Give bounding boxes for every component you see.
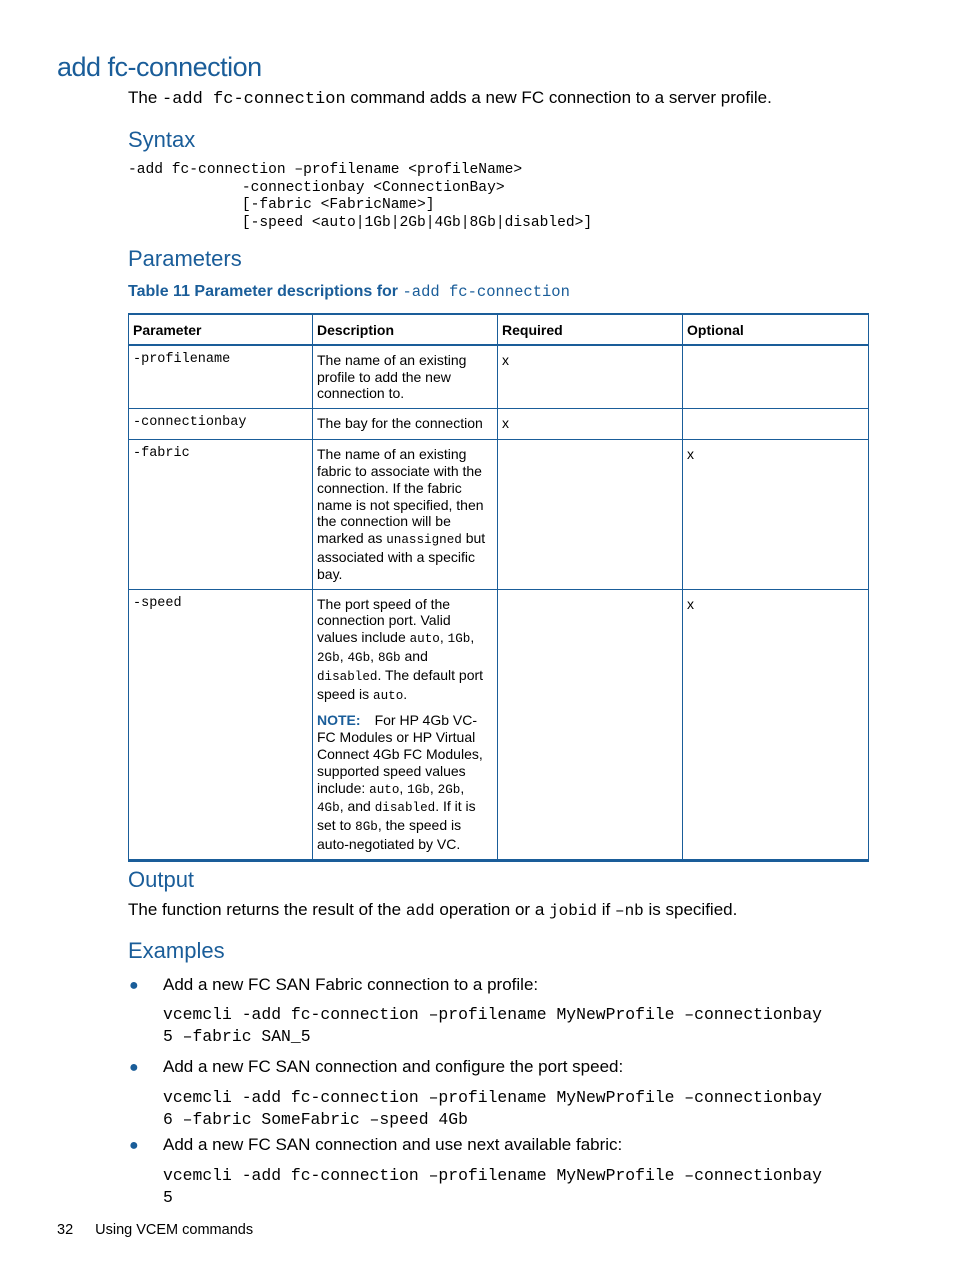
footer-section: Using VCEM commands <box>95 1222 254 1238</box>
intro-text <box>128 88 772 109</box>
desc-code: 4Gb <box>317 801 340 816</box>
param-required <box>498 589 683 860</box>
bullet-icon: ● <box>129 977 139 994</box>
parameters-heading: Parameters <box>128 246 242 271</box>
desc-text: The port speed of the connection port. Valid values include <box>317 595 451 646</box>
column-header-optional: Optional <box>683 314 869 345</box>
desc-code: 2Gb <box>437 782 461 797</box>
example-code: vcemcli -add fc-connection –profilename MyNewProfile –connectionbay 5 <box>163 1166 823 1207</box>
table-row <box>129 345 869 409</box>
param-description: The name of an existing profile to add the new connection to. <box>313 345 498 409</box>
desc-code: 8Gb <box>377 650 401 665</box>
examples-heading: Examples <box>128 938 225 963</box>
table-row <box>129 589 869 860</box>
example-text: Add a new FC SAN connection and configure the port speed: <box>163 1057 624 1076</box>
param-description <box>313 440 498 589</box>
param-name: -fabric <box>129 440 313 589</box>
note-text: , the speed is auto-negotiated by VC. <box>317 817 462 852</box>
intro-post: command adds a new FC connection to a server profile. <box>345 88 772 107</box>
param-description: The bay for the connection <box>313 409 498 440</box>
desc-code: 1Gb <box>447 632 471 647</box>
page-title: add fc-connection <box>57 52 262 82</box>
desc-code: auto <box>409 632 440 647</box>
output-pre: The function returns the result of the <box>128 900 406 919</box>
desc-text: but associated with a specific bay. <box>317 530 486 582</box>
column-header-required: Required <box>498 314 683 345</box>
desc-code: auto <box>373 688 404 703</box>
param-optional <box>683 345 869 409</box>
output-code: add <box>405 902 435 920</box>
desc-code: 8Gb <box>355 820 378 835</box>
parameter-table <box>128 313 869 862</box>
desc-code: 4Gb <box>347 650 371 665</box>
desc-text: . The default port speed is <box>317 666 484 702</box>
note-label: NOTE: <box>317 712 361 729</box>
param-name: -profilename <box>129 345 313 409</box>
desc-code: auto <box>369 782 400 797</box>
syntax-line: [-fabric <FabricName>] <box>128 197 435 213</box>
desc-code: unassigned <box>386 533 462 548</box>
param-name: -connectionbay <box>129 409 313 440</box>
desc-code: 2Gb <box>317 650 340 665</box>
caption-label: Table 11 Parameter descriptions for <box>128 283 403 300</box>
syntax-heading: Syntax <box>128 127 196 152</box>
output-mid: if <box>597 900 615 919</box>
param-optional <box>683 409 869 440</box>
output-post: is specified. <box>643 900 738 919</box>
bullet-icon: ● <box>129 1137 139 1154</box>
caption-command: -add fc-connection <box>402 283 570 301</box>
note: NOTE: For HP 4Gb VC-FC Modules or HP Virtual Connect 4Gb FC Modules, supported speed values include: auto, 1Gb, 2Gb, 4Gb, and disabled. If it is set to 8Gb, the speed is auto-negotiated by VC. <box>317 712 483 852</box>
note-text: . If it is set to <box>317 798 476 834</box>
speed-description: The port speed of the connection port. Valid values include auto, 1Gb, 2Gb, 4Gb, 8Gb and disabled. The default port speed is auto. <box>317 595 484 703</box>
table-caption <box>128 283 570 301</box>
column-header-parameter: Parameter <box>129 314 313 345</box>
desc-text: The name of an existing fabric to associate with the connection. If the fabric name is not specified, then the connection will be marked as <box>317 446 484 547</box>
param-required <box>498 440 683 589</box>
output-text <box>128 900 737 920</box>
desc-code: 1Gb <box>407 782 430 797</box>
column-header-description: Description <box>313 314 498 345</box>
param-name: -speed <box>129 589 313 860</box>
param-required: x <box>498 409 683 440</box>
table-row <box>129 440 869 589</box>
bullet-icon: ● <box>129 1059 139 1076</box>
desc-text: and <box>400 647 428 664</box>
intro-pre: The <box>128 88 163 107</box>
example-code: vcemcli -add fc-connection –profilename MyNewProfile –connectionbay 6 –fabric SomeFabric –speed 4Gb <box>163 1088 823 1129</box>
syntax-line: [-speed <auto|1Gb|2Gb|4Gb|8Gb|disabled>] <box>128 214 593 231</box>
output-mid: operation or a <box>434 900 549 919</box>
syntax-block <box>128 162 592 232</box>
note-text: For HP 4Gb VC-FC Modules or HP Virtual Connect 4Gb FC Modules, supported speed values include: <box>317 712 483 796</box>
note-text: , and <box>339 798 375 815</box>
param-optional: x <box>683 589 869 860</box>
param-required: x <box>498 345 683 409</box>
intro-command: -add fc-connection <box>162 90 346 109</box>
param-optional: x <box>683 440 869 589</box>
output-code: jobid <box>549 902 598 920</box>
param-description <box>313 589 498 860</box>
syntax-line: -add fc-connection –profilename <profileName> <box>128 162 523 178</box>
page-footer <box>57 1222 253 1238</box>
output-heading: Output <box>128 867 195 892</box>
output-code: –nb <box>614 902 644 920</box>
table-row <box>129 409 869 440</box>
example-text: Add a new FC SAN Fabric connection to a profile: <box>163 975 539 994</box>
syntax-line: -connectionbay <ConnectionBay> <box>128 179 505 196</box>
page-number: 32 <box>57 1222 74 1238</box>
example-code: vcemcli -add fc-connection –profilename MyNewProfile –connectionbay 5 –fabric SAN_5 <box>163 1005 823 1046</box>
example-text: Add a new FC SAN connection and use next available fabric: <box>163 1135 623 1154</box>
desc-code: disabled <box>317 669 378 684</box>
table-header-row <box>129 314 869 345</box>
desc-code: disabled <box>374 801 436 816</box>
